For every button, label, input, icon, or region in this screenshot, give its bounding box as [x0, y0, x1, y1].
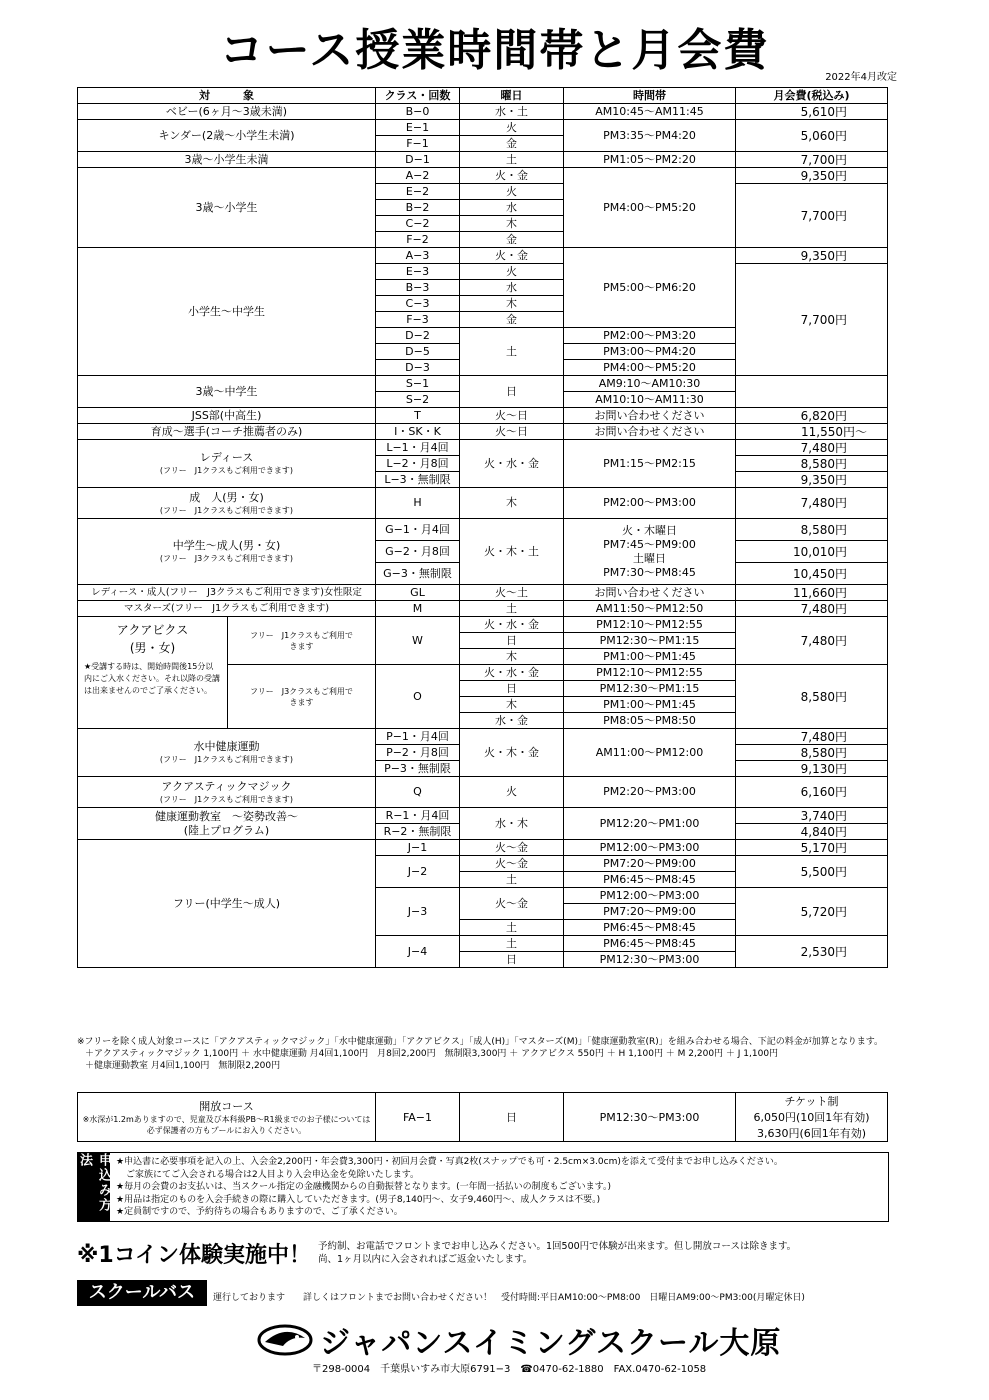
school-brand-name: ジャパンスイミングスクール大原 [320, 1326, 782, 1361]
time: 火・木曜日 PM7:45〜PM9:00 土曜日 PM7:30〜PM8:45 [564, 519, 736, 585]
class: C−3 [376, 296, 460, 312]
application-line: ご家族にてご入会される場合は2人目より入会申込金を免除いたします。 [126, 1169, 420, 1180]
target [78, 729, 376, 777]
day: 日 [460, 1093, 564, 1142]
day: 日 [460, 376, 564, 408]
target [78, 488, 376, 519]
one-coin-trial-title: ※1コイン体験実施中！ [77, 1243, 312, 1268]
fee: 9,130円 [736, 761, 888, 777]
fee: 2,530円 [736, 936, 888, 968]
class: A−2 [376, 168, 460, 184]
time: PM6:45〜PM8:45 [564, 920, 736, 936]
dolphin-logo-icon [255, 1320, 315, 1358]
time: PM12:30〜PM3:00 [564, 952, 736, 968]
fee: 5,500円 [736, 856, 888, 888]
time: PM1:05〜PM2:20 [564, 152, 736, 168]
target-sub: (フリー J3クラスもご利用できます) [159, 554, 294, 563]
fee: 10,450円 [736, 563, 888, 585]
application-method [77, 1152, 889, 1222]
time: PM12:30〜PM3:00 [564, 1093, 736, 1142]
fee: 10,010円 [736, 541, 888, 563]
target-sub: (フリー J1クラスもご利用できます) [159, 755, 294, 764]
day: 日 [460, 952, 564, 968]
time: お問い合わせください [564, 585, 736, 601]
time: PM1:00〜PM1:45 [564, 649, 736, 665]
time: PM5:00〜PM6:20 [564, 248, 736, 328]
fee: 7,700円 [736, 264, 888, 376]
table-header [78, 88, 888, 104]
class: E−2 [376, 184, 460, 200]
open-course-table [77, 1092, 888, 1142]
fee: 7,480円 [736, 729, 888, 745]
fee: 11,660円 [736, 585, 888, 601]
time: PM2:00〜PM3:00 [564, 488, 736, 519]
class: F−2 [376, 232, 460, 248]
class: J−1 [376, 840, 460, 856]
header-class: クラス・回数 [376, 88, 460, 104]
application-label: 申込み方法 [78, 1153, 110, 1221]
time: AM11:00〜PM12:00 [564, 729, 736, 777]
class: A−3 [376, 248, 460, 264]
time: PM12:00〜PM3:00 [564, 888, 736, 904]
day: 木 [460, 296, 564, 312]
time: PM6:45〜PM8:45 [564, 936, 736, 952]
school-bus-label: スクールバス [77, 1280, 207, 1306]
class: P−2・月8回 [376, 745, 460, 761]
fee: 8,580円 [736, 456, 888, 472]
target-sub: (フリー J1クラスもご利用できます) [159, 466, 294, 475]
time: PM12:10〜PM12:55 [564, 617, 736, 633]
one-coin-trial-note: 予約制、お電話でフロントまでお申し込みください。1回500円で体験が出来ます。但し開放コースは除きます。 尚、1ヶ月以内に入会されればご返金いたします。 [318, 1241, 797, 1265]
time: お問い合わせください [564, 424, 736, 440]
class: I・SK・K [376, 424, 460, 440]
class: P−3・無制限 [376, 761, 460, 777]
school-address: 〒298-0004 千葉県いすみ市大原6791−3 ☎0470-62-1880 FAX.0470-62-1058 [312, 1364, 707, 1375]
table-row [78, 248, 888, 264]
class: D−1 [376, 152, 460, 168]
day: 火 [460, 184, 564, 200]
day: 土 [460, 328, 564, 376]
additional-fee-notes [77, 1036, 907, 1072]
class: D−2 [376, 328, 460, 344]
application-line: ★申込書に必要事項を記入の上、入会金2,200円・年会費3,300円・初回月会費・写真2枚(スナップでも可・2.5cm×3.0cm)を添えて受付までお申し込みください。 [116, 1157, 783, 1167]
day: 金 [460, 232, 564, 248]
class: E−1 [376, 120, 460, 136]
day: 火〜金 [460, 888, 564, 920]
table-row [78, 440, 888, 456]
day: 木 [460, 488, 564, 519]
time: PM4:00〜PM5:20 [564, 168, 736, 248]
time: お問い合わせください [564, 408, 736, 424]
fee: 5,060円 [736, 120, 888, 152]
table-row [78, 585, 888, 601]
class: B−3 [376, 280, 460, 296]
day: 木 [460, 216, 564, 232]
fee: 5,170円 [736, 840, 888, 856]
day: 日 [460, 633, 564, 649]
table-row [78, 120, 888, 136]
fee: 11,550円〜 [736, 424, 888, 440]
day: 火・金 [460, 168, 564, 184]
fee: 7,700円 [736, 152, 888, 168]
class: M [376, 601, 460, 617]
day: 火・木・土 [460, 519, 564, 585]
time: PM7:20〜PM9:00 [564, 856, 736, 872]
class: P−1・月4回 [376, 729, 460, 745]
fee: 6,160円 [736, 777, 888, 808]
time: AM10:45〜AM11:45 [564, 104, 736, 120]
class: L−2・月8回 [376, 456, 460, 472]
time: PM1:00〜PM1:45 [564, 697, 736, 713]
class: T [376, 408, 460, 424]
day: 土 [460, 601, 564, 617]
table-row [78, 1093, 888, 1142]
target [78, 519, 376, 585]
table-row [78, 777, 888, 808]
class: F−3 [376, 312, 460, 328]
time: AM11:50〜PM12:50 [564, 601, 736, 617]
day: 火 [460, 264, 564, 280]
note-line: ＋アクアスティックマジック 1,100円 ＋ 水中健康運動 月4回1,100円 月8回2,200円 無制限3,300円 ＋ アクアビクス 550円 ＋ H 1,100円 ＋ M 2,200円 ＋ J 1,100円 [85, 1049, 779, 1059]
time: AM10:10〜AM11:30 [564, 392, 736, 408]
day: 木 [460, 649, 564, 665]
school-bus-text: 運行しております 詳しくはフロントまでお問い合わせください！ 受付時間:平日AM10:00〜PM8:00 日曜日AM9:00〜PM3:00(月曜定休日) [213, 1293, 805, 1303]
open-course-target [78, 1093, 376, 1142]
header-target: 対 象 [78, 88, 376, 104]
day: 木 [460, 697, 564, 713]
class: FA−1 [376, 1093, 460, 1142]
class: R−1・月4回 [376, 808, 460, 824]
day: 土 [460, 936, 564, 952]
time: PM12:30〜PM1:15 [564, 633, 736, 649]
target-sub: (フリー J1クラスもご利用できます) [159, 794, 294, 804]
class: S−1 [376, 376, 460, 392]
class: J−4 [376, 936, 460, 968]
table-row [78, 488, 888, 519]
class: S−2 [376, 392, 460, 408]
day: 土 [460, 152, 564, 168]
day: 火〜金 [460, 856, 564, 872]
target: ベビー(6ヶ月〜3歳未満) [78, 104, 376, 120]
application-line: ★定員制ですので、予約待ちの場合もありますので、ご了承ください。 [116, 1207, 403, 1217]
class: L−3・無制限 [376, 472, 460, 488]
table-row [78, 152, 888, 168]
fee: 8,580円 [736, 665, 888, 729]
fee: 7,480円 [736, 440, 888, 456]
day: 水 [460, 200, 564, 216]
target: 3歳〜小学生 [78, 168, 376, 248]
application-lines [116, 1156, 886, 1219]
target: 育成〜選手(コーチ推薦者のみ) [78, 424, 376, 440]
class: J−2 [376, 856, 460, 888]
day: 水・金 [460, 713, 564, 729]
target: 小学生〜中学生 [78, 248, 376, 376]
day: 火〜土 [460, 585, 564, 601]
class: O [376, 665, 460, 729]
fee: 9,350円 [736, 248, 888, 264]
target [78, 808, 376, 840]
table-row [78, 601, 888, 617]
class: C−2 [376, 216, 460, 232]
time: PM3:35〜PM4:20 [564, 120, 736, 152]
class: R−2・無制限 [376, 824, 460, 840]
time: AM9:10〜AM10:30 [564, 376, 736, 392]
table-row [78, 617, 888, 633]
ticket-fee: チケット制 6,050円(10回1年有効) 3,630円(6回1年有効) [736, 1093, 888, 1142]
target: フリー(中学生〜成人) [78, 840, 376, 968]
target-title: 中学生〜成人(男・女) [172, 539, 281, 552]
revised-date: 2022年4月改定 [825, 72, 897, 83]
target [78, 777, 376, 808]
day: 土 [460, 872, 564, 888]
fee: 8,580円 [736, 519, 888, 541]
class: J−3 [376, 888, 460, 936]
target-title: 水中健康運動 [193, 740, 260, 753]
class: E−3 [376, 264, 460, 280]
day: 金 [460, 312, 564, 328]
table-row [78, 168, 888, 184]
target: キンダー(2歳〜小学生未満) [78, 120, 376, 152]
time: PM12:10〜PM12:55 [564, 665, 736, 681]
class: B−2 [376, 200, 460, 216]
target: マスターズ(フリー J1クラスもご利用できます) [78, 601, 376, 617]
table-row [78, 424, 888, 440]
target: 3歳〜中学生 [78, 376, 376, 408]
time: PM6:45〜PM8:45 [564, 872, 736, 888]
time: PM2:00〜PM3:20 [564, 328, 736, 344]
target: レディース・成人(フリー J3クラスもご利用できます)女性限定 [78, 585, 376, 601]
table-row [78, 729, 888, 745]
class: F−1 [376, 136, 460, 152]
table-row [78, 376, 888, 392]
class: D−5 [376, 344, 460, 360]
table-row [78, 519, 888, 541]
time: PM4:00〜PM5:20 [564, 360, 736, 376]
class: W [376, 617, 460, 665]
fee: 9,350円 [736, 168, 888, 184]
table-row [78, 104, 888, 120]
fee: 5,610円 [736, 104, 888, 120]
target: 3歳〜小学生未満 [78, 152, 376, 168]
time: PM12:20〜PM1:00 [564, 808, 736, 840]
target: JSS部(中高生) [78, 408, 376, 424]
class: L−1・月4回 [376, 440, 460, 456]
time: PM7:20〜PM9:00 [564, 904, 736, 920]
application-line: ★用品は指定のものを入会手続きの際に購入していただきます。(男子8,140円〜、女子9,460円〜、成人クラスは不要。) [116, 1194, 601, 1205]
fee: 4,840円 [736, 824, 888, 840]
fee [736, 376, 888, 408]
day: 火 [460, 120, 564, 136]
day: 水・木 [460, 808, 564, 840]
day: 火〜金 [460, 840, 564, 856]
target [78, 440, 376, 488]
application-line: ★毎月の会費のお支払いは、当スクール指定の金融機関からの自動振替となります。(一年間一括払いの制度もございます。) [116, 1182, 611, 1192]
time: PM1:15〜PM2:15 [564, 440, 736, 488]
target-title: アクアスティックマジック [161, 779, 292, 793]
time: PM12:00〜PM3:00 [564, 840, 736, 856]
fee: 7,480円 [736, 488, 888, 519]
header-time: 時間帯 [564, 88, 736, 104]
target-sub: (フリー J1クラスもご利用できます) [159, 505, 294, 515]
class: G−1・月4回 [376, 519, 460, 541]
class: GL [376, 585, 460, 601]
fee: 8,580円 [736, 745, 888, 761]
open-course-note: ※水深が1.2mありますので、児童及び本科級PB〜R1級までのお子様については必ず保護者の方もプールにお入りください。 [82, 1115, 371, 1135]
day: 火〜日 [460, 408, 564, 424]
fee: 7,480円 [736, 601, 888, 617]
target-sub: (陸上プログラム) [183, 823, 270, 837]
table-row [78, 808, 888, 824]
day: 火 [460, 777, 564, 808]
fee: 3,740円 [736, 808, 888, 824]
time: PM3:00〜PM4:20 [564, 344, 736, 360]
target-title: レディース [199, 451, 254, 464]
class: H [376, 488, 460, 519]
fee: 7,700円 [736, 184, 888, 248]
fee: 5,720円 [736, 888, 888, 936]
day: 土 [460, 920, 564, 936]
time: PM12:30〜PM1:15 [564, 681, 736, 697]
table-row [78, 840, 888, 856]
course-table [77, 87, 888, 968]
note-line: ＋健康運動教室 月4回1,100円 無制限2,200円 [85, 1061, 281, 1071]
note-line: ※フリーを除く成人対象コースに「アクアスティックマジック」「水中健康運動」「アクアビクス」「成人(H)」「マスターズ(M)」「健康運動教室(R)」を組み合わせる場合、下記の料金が加算となります。 [77, 1037, 884, 1047]
class: G−3・無制限 [376, 563, 460, 585]
target: アクアビクス (男・女) ★受講する時は、開始時間後15分以内にご入水ください。それ以降の受講は出来ませんのでご了承ください。 フリー J1クラスもご利用できます フリー J3クラスもご利用できます [78, 617, 376, 729]
class: B−0 [376, 104, 460, 120]
fee: 6,820円 [736, 408, 888, 424]
day: 火・水・金 [460, 665, 564, 681]
class: D−3 [376, 360, 460, 376]
day: 火・水・金 [460, 617, 564, 633]
target-title: 成 人(男・女) [189, 490, 264, 504]
table-row [78, 408, 888, 424]
class: Q [376, 777, 460, 808]
fee: 7,480円 [736, 617, 888, 665]
page-title: コース授業時間帯と月会費 [219, 25, 770, 76]
time: PM2:20〜PM3:00 [564, 777, 736, 808]
day: 金 [460, 136, 564, 152]
day: 日 [460, 681, 564, 697]
day: 水 [460, 280, 564, 296]
time: PM8:05〜PM8:50 [564, 713, 736, 729]
day: 火〜日 [460, 424, 564, 440]
day: 火・水・金 [460, 440, 564, 488]
day: 火・木・金 [460, 729, 564, 777]
open-course-title: 開放コース [199, 1100, 254, 1113]
fee: 9,350円 [736, 472, 888, 488]
header-day: 曜日 [460, 88, 564, 104]
day: 水・土 [460, 104, 564, 120]
class: G−2・月8回 [376, 541, 460, 563]
target-title: 健康運動教室 〜姿勢改善〜 [155, 809, 298, 823]
header-fee: 月会費(税込み) [736, 88, 888, 104]
day: 火・金 [460, 248, 564, 264]
